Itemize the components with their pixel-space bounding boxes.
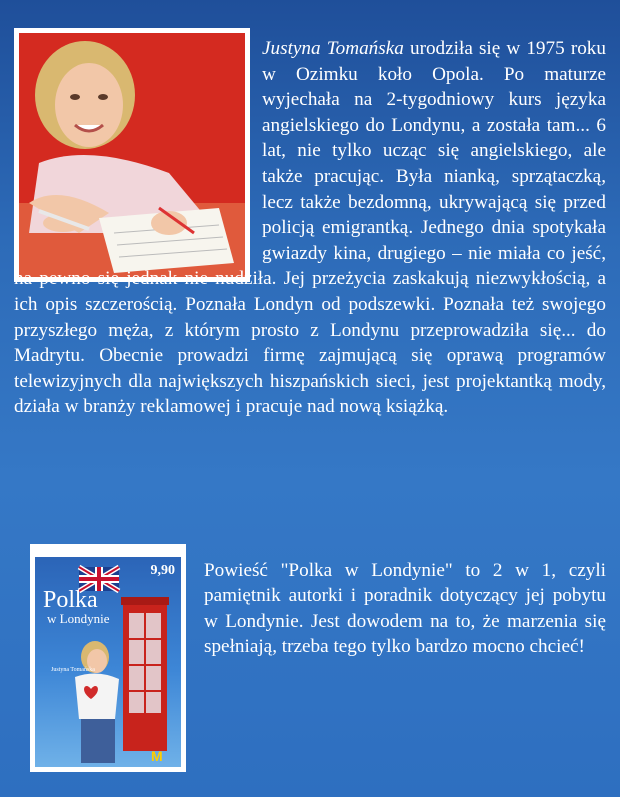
photo-spacer	[14, 36, 262, 266]
book-subtitle: w Londynie	[47, 611, 110, 626]
book-title: Polka	[43, 587, 98, 613]
book-author: Justyna Tomańska	[51, 667, 95, 673]
svg-text:M: M	[151, 748, 163, 764]
book-cover-image	[35, 549, 181, 767]
book-description: Powieść "Polka w Londynie" to 2 w 1, czyli pamiętnik autorki i poradnik dotyczący jej pobytu w Londynie. Jest dowodem na to, że marzenia się spełniają, trzeba tego tylko bardzo mocno chcieć!	[204, 560, 606, 658]
book-price: 9,90	[150, 563, 175, 578]
author-name: Justyna Tomańska	[262, 38, 404, 59]
book-cover-illustration	[35, 549, 181, 767]
book-cover	[30, 544, 186, 772]
bio-text: urodziła się w 1975 roku w Ozimku koło Opola. Po maturze wyjechała na 2-tygodniowy kurs języka angielskiego do Londynu, a została tam... 6 lat, nie tylko ucząc się angielskiego, ale także pracując. Była nianką, sprzątaczką, lecz także bezdomną, ukrywającą się przed policją emigrantką. Jednego dnia spotykała gwiazdy kina, drugiego – nie miała co jeść, na pewno się jednak nie nudziła. Jej przeżycia zaskakują niezwykłością, a ich opis szczerością. Poznała Londyn od podszewki. Poznała też swojego przyszłego męża, z którym prosto z Londynu przeprowadziła się... do Madrytu. Obecnie prowadzi firmę zajmującą się oprawą programów telewizyjnych dla największych hiszpańskich sieci, jest projektantką mody, działa w branży reklamowej i pracuje nad nową książką.	[14, 38, 606, 418]
author-bio	[14, 36, 606, 420]
